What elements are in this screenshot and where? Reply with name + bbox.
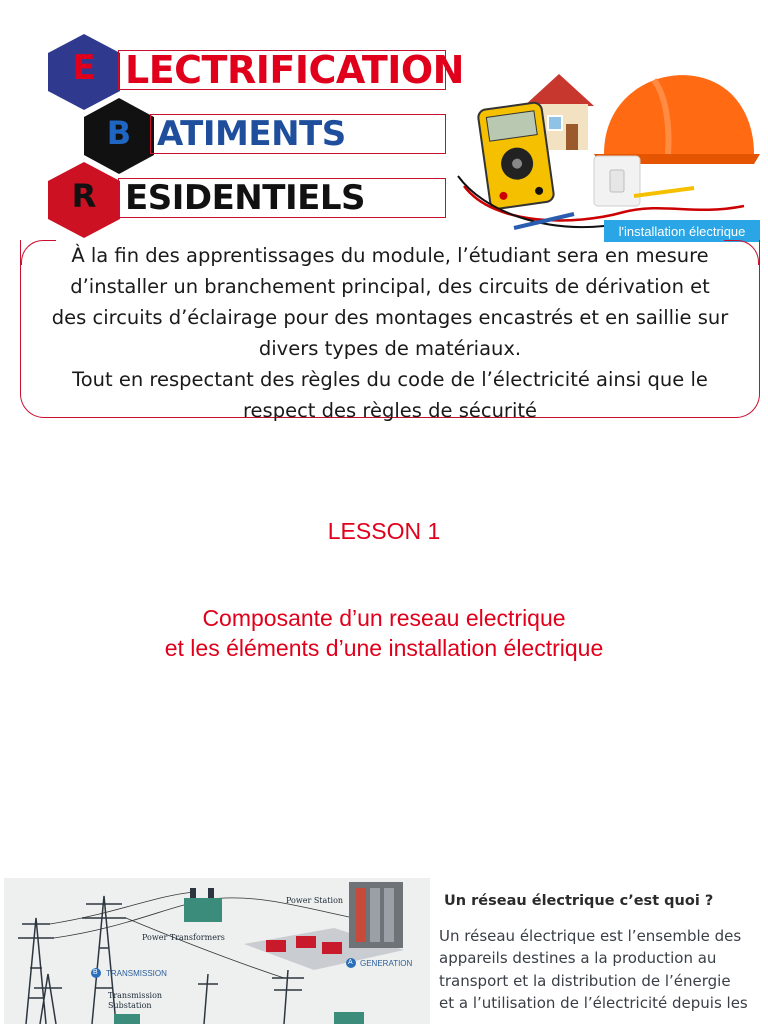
hexagon-letter-r: [48, 162, 120, 238]
module-objective-box: [20, 240, 760, 422]
lesson-subtitle: [0, 603, 768, 663]
lesson-subtitle-line: Composante d’un reseau electrique: [202, 605, 566, 631]
objective-line: divers types de matériaux.: [258, 337, 522, 360]
grid-diagram-graphic: [4, 878, 430, 1024]
definition-line: et a l’utilisation de l’électricité depuis les: [439, 993, 748, 1012]
definition-line: Un réseau électrique est l’ensemble des: [439, 927, 742, 945]
multimeter-icon: [477, 102, 554, 210]
lesson-subtitle-line: et les éléments d’une installation électrique: [164, 635, 604, 661]
hard-hat-icon: [594, 75, 760, 164]
power-transformers-label: Power Transformers: [142, 933, 225, 942]
title-row-residentiels: [118, 178, 446, 218]
title-word: LECTRIFICATION: [125, 48, 464, 92]
power-grid-diagram: [4, 878, 430, 1024]
substation-label-line1: Transmission: [108, 991, 163, 1000]
title-word: ATIMENTS: [157, 114, 346, 154]
title-letter: R: [71, 177, 97, 215]
definition-question: Un réseau électrique c’est quoi ?: [444, 893, 714, 909]
title-row-batiments: [150, 114, 446, 154]
definition-line: appareils destines a la production au: [439, 949, 717, 968]
electrical-installation-illustration: [454, 36, 762, 242]
switch-plate-icon: [594, 156, 640, 206]
transformer-icon: [184, 888, 222, 922]
generation-label: GENERATION: [360, 959, 413, 968]
objective-line: d’installer un branchement principal, des circuits de dérivation et: [70, 275, 710, 298]
power-station-label: Power Station: [286, 896, 344, 905]
title-letter: B: [106, 114, 132, 152]
definition-body: [439, 925, 761, 1014]
objective-line: Tout en respectant des règles du code de l’électricité ainsi que le: [72, 368, 708, 391]
utility-pole-icon: [198, 970, 304, 1024]
definition-line: transport et la distribution de l’énergie: [439, 971, 731, 990]
transmission-label: TRANSMISSION: [106, 969, 167, 978]
marker-b-letter: B: [93, 969, 98, 976]
title-row-electrification: [118, 48, 464, 92]
objective-line: des circuits d’éclairage pour des montages encastrés et en saillie sur: [51, 306, 729, 329]
illustration-caption: l'installation électrique: [604, 220, 760, 242]
power-station-icon: [349, 882, 403, 948]
marker-a-letter: A: [348, 959, 353, 966]
lesson-label: LESSON 1: [327, 518, 441, 544]
substation-icon: [114, 1012, 364, 1024]
substation-label-line2: Substation: [108, 1001, 152, 1010]
objective-line: respect des règles de sécurité: [242, 399, 538, 422]
title-letter: E: [72, 48, 96, 88]
objective-line: À la fin des apprentissages du module, l’étudiant sera en mesure: [71, 244, 709, 267]
title-word: ESIDENTIELS: [125, 178, 365, 218]
